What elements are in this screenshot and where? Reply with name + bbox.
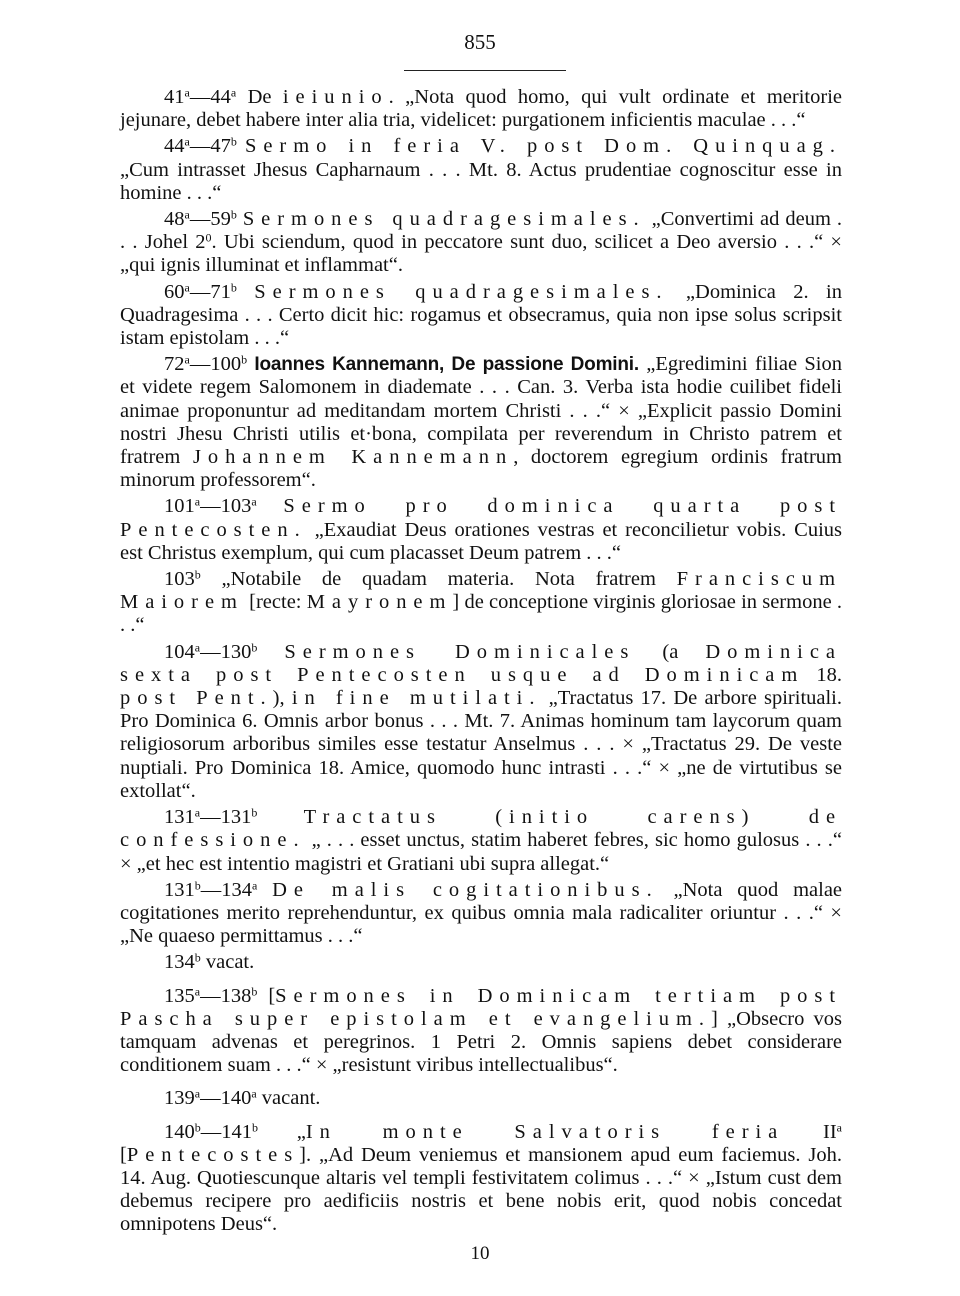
entry-text: 131: [164, 878, 195, 901]
entry-text: —71: [189, 280, 231, 303]
entry-text: , doctorem egregium ordinis fratrum minorum professorem“.: [120, 446, 842, 492]
entry-text: (a: [635, 640, 706, 663]
catalogue-entry: [120, 495, 842, 565]
spaced-title: In monte Salvatoris feria: [305, 1120, 785, 1143]
catalogue-entry: [120, 1121, 842, 1237]
entry-text: —131: [200, 806, 252, 829]
superscript: a: [252, 878, 258, 893]
entry-text: ),: [272, 687, 292, 710]
entry-text: vacant.: [256, 1087, 321, 1110]
entry-text: [237, 281, 254, 303]
superscript: b: [252, 1119, 258, 1134]
catalogue-entry: [120, 208, 842, 278]
superscript: b: [251, 640, 258, 655]
entry-text: II: [784, 1120, 837, 1143]
entry-text: 41: [164, 86, 185, 108]
catalogue-entry: [120, 1087, 842, 1110]
spaced-title: Sermones in Dominicam tertiam post Pascha super epistolam et evangelium.: [120, 984, 842, 1030]
superscript: b: [251, 805, 258, 820]
entry-text: [237, 135, 245, 157]
entry-text: [257, 806, 303, 828]
entry-text: „Egredimini filiae Sion et videte regem Salomonem in diademate . . . Can. 3. Verba ista hodie cuilibet fideli animae proponuntur ad meditandam mortem Christi . . .“ × „Explicit passio Domini nostri Jhesu Christi utilis et·bona, compilata per reverendum in Christo patrem et fratrem: [120, 353, 842, 469]
superscript: a: [184, 134, 190, 149]
entry-text: —140: [200, 1087, 252, 1110]
entry-text: „Tractatus 17. De arbore spirituali. Pro Dominica 6. Omnis arbor bonus . . . Mt. 7. Animas hominum tam laycorum quam religiosorum arboribus similes esse testatur Anselmus . . . × „Tractatus 29. De veste nuptiali. Pro Dominica 18. Amice, quomodo hunc intrasti . . .“ × „ne de virtutibus se extollat“.: [120, 687, 843, 802]
author-title: Ioannes Kannemann, De passione Domini.: [254, 354, 639, 376]
catalogue-entry: [120, 281, 842, 351]
entry-text: 135: [164, 984, 195, 1007]
superscript: a: [194, 494, 201, 509]
entry-text: 60: [164, 280, 185, 303]
catalogue-entry: [120, 879, 842, 949]
catalogue-entry: [120, 353, 842, 492]
superscript: b: [251, 983, 258, 998]
spaced-title: ieiunio: [282, 86, 389, 108]
catalogue-entry: [120, 806, 842, 876]
entry-text: —100: [189, 353, 242, 376]
entry-text: 103: [164, 568, 195, 591]
entry-text: „Notabile de quadam materia. Nota fratrem: [200, 568, 677, 591]
entry-text: 134: [164, 951, 195, 974]
entry-text: „Nota quod malae cogitationes merito reprehenduntur, ex quibus omnia mala radicaliter oriuntur . . .“ × „Ne quaeso permittamus . . .“: [120, 878, 843, 948]
spaced-title: Sermones Dominicales: [284, 640, 636, 663]
entry-text: 131: [164, 806, 195, 829]
superscript: a: [194, 1086, 201, 1101]
catalogue-entry: [120, 568, 842, 638]
entry-text: [257, 641, 284, 663]
spaced-title: Dominica sexta post Pentecosten usque ad Dominicam: [120, 640, 842, 686]
superscript: b: [230, 207, 237, 222]
entry-text: —141: [200, 1120, 252, 1143]
entry-text: [257, 879, 272, 901]
spaced-title: Mayronem: [306, 591, 453, 614]
catalogue-entry: [120, 641, 842, 803]
spaced-title: Sermones quadragesimales.: [242, 208, 646, 231]
spaced-title: Franciscum Maiorem: [120, 568, 842, 614]
entry-text: —44: [189, 86, 231, 108]
entry-text: [257, 495, 284, 517]
superscript: b: [194, 1119, 201, 1134]
entry-text: [recte:: [243, 591, 307, 614]
spaced-title: Tractatus (initio carens) de confessione.: [120, 806, 843, 852]
superscript: b: [194, 567, 201, 582]
superscript: b: [194, 950, 201, 965]
superscript: a: [184, 85, 190, 100]
superscript: a: [194, 805, 201, 820]
entry-text: . „Nota quod homo, qui vult ordinate et meritorie jejunare, debet habere inter alia tria, videlicet: purgationem inficientis maculae . . .“: [120, 86, 842, 132]
entry-text: 44: [164, 135, 185, 158]
superscript: a: [251, 1086, 257, 1101]
entry-text: ] „Obsecro vos tamquam advenas et peregrinos. 1 Petri 2. Omnis sapiens debet considerare conditionem suam . . .“ × „resistunt viribus intellectualibus“.: [120, 1007, 842, 1077]
superscript: 0: [205, 230, 212, 245]
entry-text: —47: [189, 135, 231, 158]
entry-text: De: [236, 86, 283, 108]
superscript: a: [184, 352, 190, 367]
entry-text: vacat.: [200, 951, 255, 974]
superscript: a: [836, 1119, 842, 1134]
entry-text: —138: [200, 984, 252, 1007]
entry-text: „Exaudiat Deus orationes vestras et reconcilietur vobis. Cuius est Christus exemplum, qui cum placasset Deum patrem . . .“: [120, 518, 842, 564]
header-rule: [404, 70, 566, 71]
entry-text: —130: [200, 640, 252, 663]
spaced-title: Johannem Kannemann: [192, 446, 514, 469]
entry-text: 140: [164, 1120, 195, 1143]
entry-text: 101: [164, 495, 195, 518]
spaced-title: Sermo pro dominica quarta post Pentecosten.: [120, 495, 842, 541]
superscript: a: [230, 85, 237, 100]
catalogue-entry: [120, 951, 842, 974]
spaced-title: Sermo in feria V. post Dom. Quinquag.: [244, 135, 843, 158]
entry-text: ] de conceptione virginis gloriosae in sermone . . .“: [120, 591, 843, 637]
page-number: 855: [464, 30, 496, 54]
entry-text: „: [258, 1120, 306, 1143]
entry-text: „ . . . esset unctus, statim haberet febres, sic homo gulosus . . .“ × „et hec est intentio magistri et Gratiani ubi supra allegat.“: [120, 829, 842, 875]
entry-text: „Dominica 2. in Quadragesima . . . Certo dicit hic: rogamus et obsecramus, quia non ipse solus scripsit istam epistolam . . .“: [120, 280, 842, 350]
superscript: a: [194, 983, 201, 998]
entry-text: ]. „Ad Deum veniemus et mansionem apud eum faciemus. Joh. 14. Aug. Quotiescunque altaris vel templi festivitatem colimus . . .“ × „Istum cust dem debemus recipere pro aedificiis nostris et bene nobis erit, quod nobis concedat omnipotens Deus“.: [120, 1143, 842, 1236]
spaced-title: Pentecostes: [126, 1143, 300, 1166]
catalogue-text: [120, 86, 842, 1240]
entry-text: „Cum intrasset Jhesus Capharnaum . . . Mt. 8. Actus prudentiae cognoscitur esse in homine . . .“: [120, 158, 842, 204]
catalogue-entry: [120, 86, 842, 132]
catalogue-entry: [120, 985, 842, 1078]
superscript: a: [184, 280, 190, 295]
superscript: b: [230, 134, 237, 149]
superscript: b: [194, 878, 201, 893]
entry-text: 72: [164, 353, 185, 376]
entry-text: [: [120, 1143, 127, 1166]
catalogue-entry: [120, 135, 842, 205]
entry-text: —59: [189, 208, 231, 231]
superscript: b: [230, 280, 237, 295]
entry-text: „Convertimi ad deum . . . Johel 2: [120, 208, 843, 254]
entry-text: 18.: [804, 663, 842, 686]
entry-text: . Ubi sciendum, quod in peccatore sunt duo, scilicet a Deo aversio . . .“ × „qui ignis illuminat et inflammat“.: [120, 231, 842, 277]
superscript: b: [241, 352, 248, 367]
entry-text: 104: [164, 640, 195, 663]
entry-text: 48: [164, 208, 185, 231]
superscript: a: [251, 494, 257, 509]
footer-number: 10: [470, 1243, 490, 1264]
spaced-title: De malis cogitationibus.: [272, 878, 659, 901]
entry-text: 139: [164, 1087, 195, 1110]
spaced-title: in fine mutilati.: [291, 687, 542, 710]
entry-text: —134: [200, 878, 252, 901]
spaced-title: Sermones quadragesimales.: [254, 280, 669, 303]
spaced-title: post Pent.: [120, 687, 273, 710]
superscript: a: [194, 640, 201, 655]
entry-text: —103: [200, 495, 252, 518]
superscript: a: [184, 207, 190, 222]
entry-text: [: [257, 984, 276, 1007]
